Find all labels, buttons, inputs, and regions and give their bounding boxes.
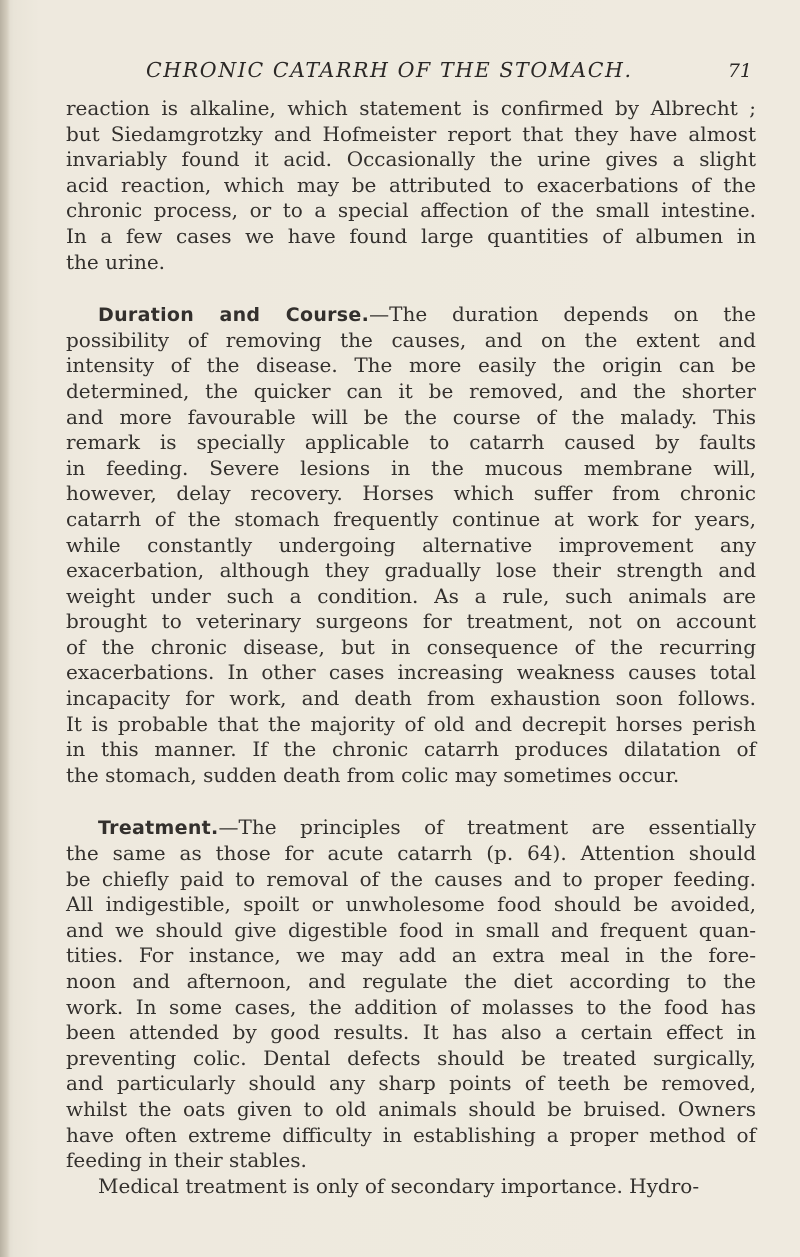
- text-line: preventing colic. Dental defects should be treated surgically,: [66, 1045, 756, 1070]
- page-binding-edge: [0, 0, 10, 1257]
- text-line-rest: —The principles of treatment are essentially: [218, 815, 756, 840]
- text-line: the same as those for acute catarrh (p. 64). Attention should: [66, 841, 756, 866]
- text-line: acid reaction, which may be attributed to exacerbations of the: [66, 172, 756, 197]
- paragraph-duration-and-course: [66, 302, 756, 788]
- page-number: 71: [727, 60, 752, 82]
- body-text: [66, 96, 756, 1199]
- text-line: and more favourable will be the course of the malady. This: [66, 404, 756, 429]
- text-line: In a few cases we have found large quantities of albumen in: [66, 223, 756, 248]
- text-line: whilst the oats given to old animals should be bruised. Owners: [66, 1096, 756, 1121]
- text-line: determined, the quicker can it be removed, and the shorter: [66, 378, 756, 403]
- text-line: chronic process, or to a special affection of the small intestine.: [66, 198, 756, 223]
- text-line: remark is specially applicable to catarrh caused by faults: [66, 430, 756, 455]
- text-line-with-heading: [66, 302, 756, 328]
- paragraph-urine-reaction: [66, 96, 756, 275]
- text-line: All indigestible, spoilt or unwholesome food should be avoided,: [66, 892, 756, 917]
- text-line: while constantly undergoing alternative improvement any: [66, 532, 756, 557]
- paragraph-gap: [66, 275, 756, 302]
- text-line: been attended by good results. It has also a certain effect in: [66, 1020, 756, 1045]
- text-line-rest: —The duration depends on the: [369, 302, 756, 327]
- text-line: of the chronic disease, but in consequence of the recurring: [66, 634, 756, 659]
- text-line-with-heading: [66, 815, 756, 841]
- text-line: It is probable that the majority of old and decrepit horses perish: [66, 711, 756, 736]
- text-line: catarrh of the stomach frequently continue at work for years,: [66, 506, 756, 531]
- running-head: [0, 58, 800, 88]
- text-line: however, delay recovery. Horses which suffer from chronic: [66, 481, 756, 506]
- paragraph-treatment: [66, 815, 756, 1199]
- text-line: intensity of the disease. The more easily the origin can be: [66, 353, 756, 378]
- text-line: noon and afternoon, and regulate the diet according to the: [66, 969, 756, 993]
- text-line: feeding in their stables.: [66, 1148, 307, 1173]
- text-line: brought to veterinary surgeons for treatment, not on account: [66, 609, 756, 634]
- text-line: have often extreme difficulty in establishing a proper method of: [66, 1122, 756, 1147]
- text-line: and particularly should any sharp points of teeth be removed,: [66, 1071, 756, 1096]
- text-line: weight under such a condition. As a rule, such animals are: [66, 583, 756, 608]
- text-line: but Siedamgrotzky and Hofmeister report that they have almost: [66, 121, 756, 146]
- text-line: incapacity for work, and death from exhaustion soon follows.: [66, 686, 756, 711]
- paragraph-gap: [66, 788, 756, 815]
- text-line: work. In some cases, the addition of molasses to the food has: [66, 994, 756, 1019]
- text-line: possibility of removing the causes, and on the extent and: [66, 327, 756, 352]
- text-line: the urine.: [66, 249, 166, 274]
- text-line: invariably found it acid. Occasionally the urine gives a slight: [66, 147, 756, 172]
- section-heading-duration: Duration and Course.: [98, 304, 370, 327]
- text-line: the stomach, sudden death from colic may sometimes occur.: [66, 762, 680, 787]
- text-line: reaction is alkaline, which statement is confirmed by Albrecht ;: [66, 96, 756, 120]
- section-heading-treatment: Treatment.: [98, 817, 219, 840]
- text-line: and we should give digestible food in small and frequent quan-: [66, 917, 756, 942]
- text-line: exacerbation, although they gradually lose their strength and: [66, 558, 756, 583]
- text-line: tities. For instance, we may add an extra meal in the fore-: [66, 943, 756, 968]
- text-line: in this manner. If the chronic catarrh produces dilatation of: [66, 737, 756, 762]
- running-title: CHRONIC CATARRH OF THE STOMACH.: [146, 58, 633, 82]
- text-line: Medical treatment is only of secondary importance. Hydro-: [98, 1173, 700, 1198]
- text-line: be chiefly paid to removal of the causes and to proper feeding.: [66, 866, 756, 891]
- text-line: exacerbations. In other cases increasing weakness causes total: [66, 660, 756, 685]
- text-line: in feeding. Severe lesions in the mucous membrane will,: [66, 455, 756, 480]
